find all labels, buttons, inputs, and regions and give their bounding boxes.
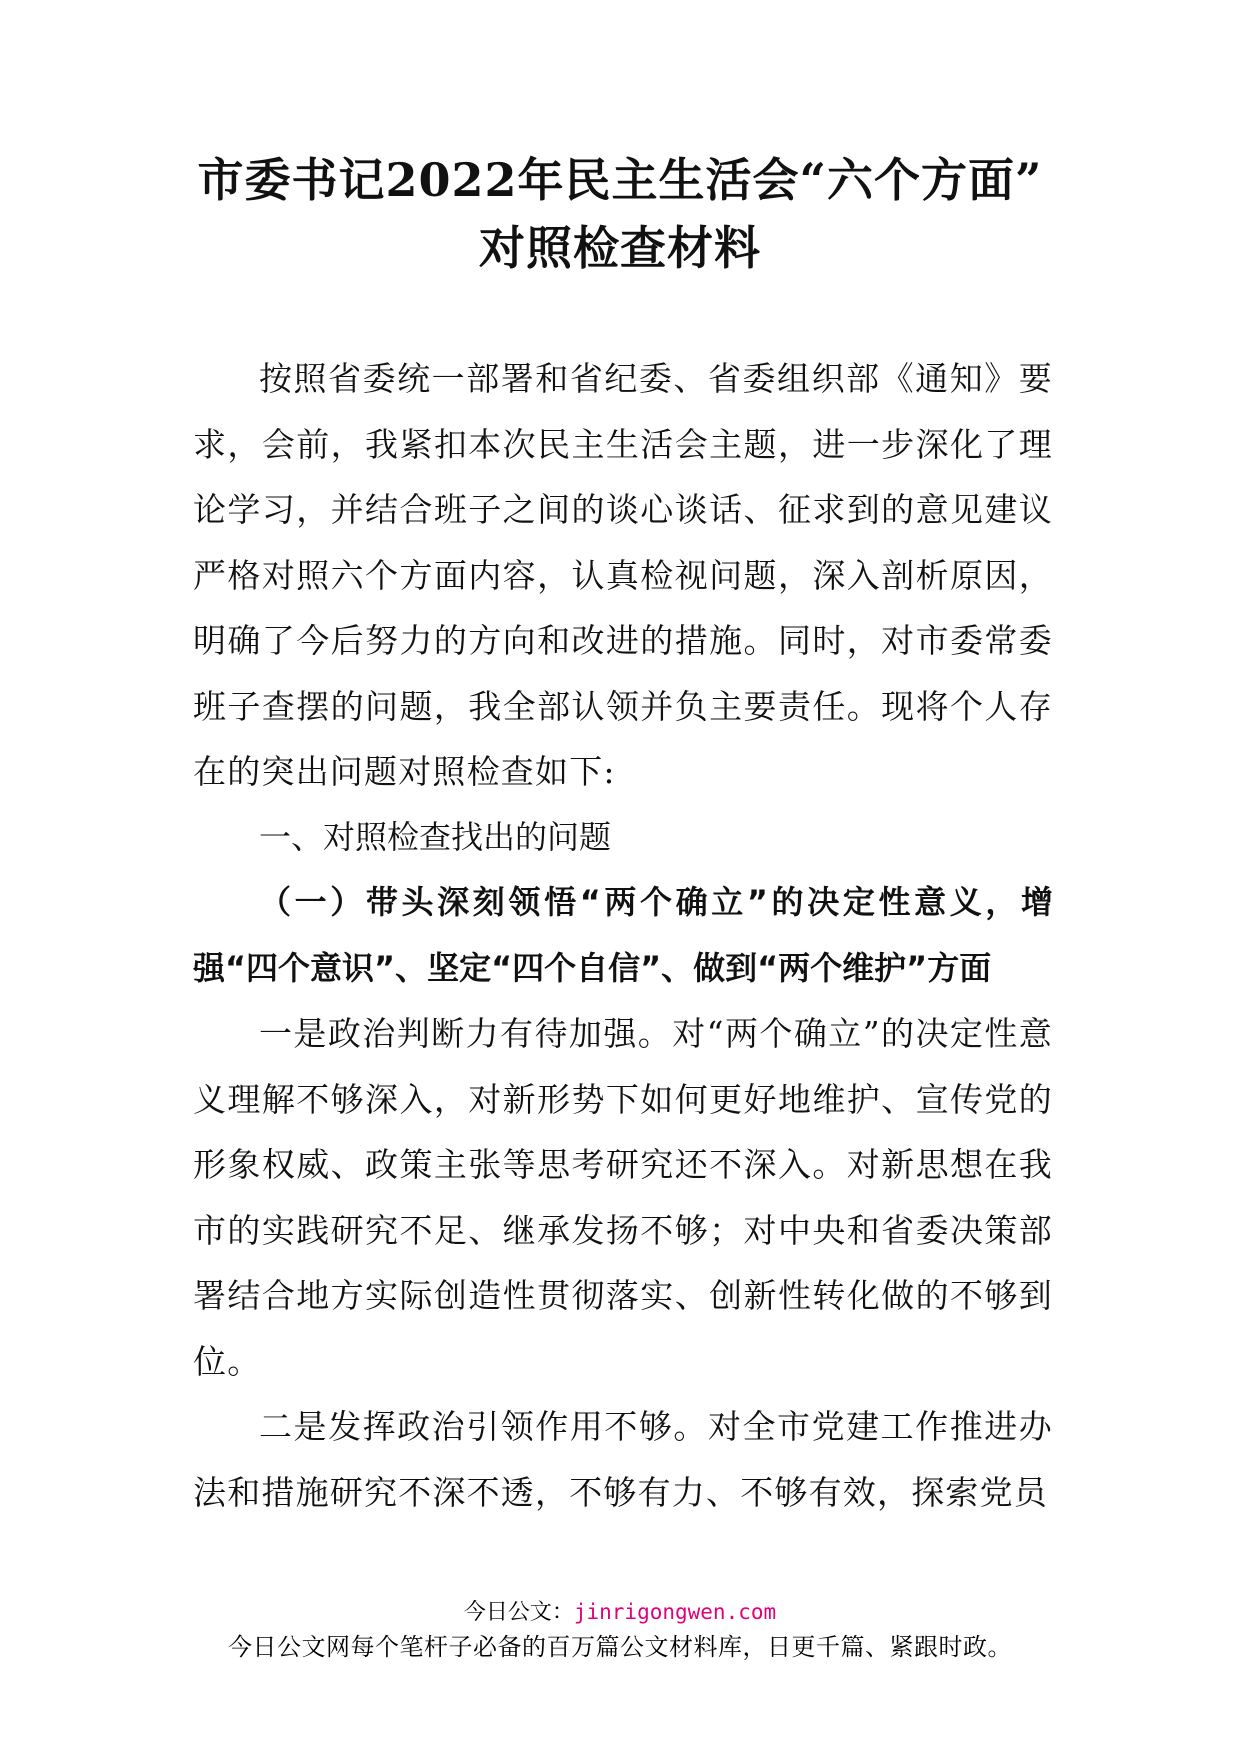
footer-source-line [0, 1597, 1240, 1628]
subsection-heading: （一）带头深刻领悟“两个确立”的决定性意义，增强“四个意识”、坚定“四个自信”、做到“两个维护”方面 [193, 883, 1053, 987]
intro-paragraph: 按照省委统一部署和省纪委、省委组织部《通知》要求，会前，我紧扣本次民主生活会主题，进一步深化了理论学习，并结合班子之间的谈心谈话、征求到的意见建议严格对照六个方面内容，认真检视问题，深入剖析原因，明确了今后努力的方向和改进的措施。同时，对市委常委班子查摆的问题，我全部认领并负主要责任。现将个人存在的突出问题对照检查如下: [193, 359, 1053, 791]
document-body [193, 346, 1053, 1525]
document-title-line2: 对照检查材料 [479, 221, 761, 275]
section-heading: 一、对照检查找出的问题 [259, 817, 612, 856]
document-title-line1: 市委书记2022年民主生活会“六个方面” [197, 153, 1043, 207]
footer-label: 今日公文： [463, 1600, 574, 1625]
point-paragraph-2: 二是发挥政治引领作用不够。对全市党建工作推进办法和措施研究不深不透，不够有力、不够有效，探索党员 [193, 1407, 1053, 1512]
point-paragraph-1: 一是政治判断力有待加强。对“两个确立”的决定性意义理解不够深入，对新形势下如何更好地维护、宣传党的形象权威、政策主张等思考研究还不深入。对新思想在我市的实践研究不足、继承发扬不够；对中央和省委决策部署结合地方实际创造性贯彻落实、创新性转化做的不够到位。 [193, 1014, 1053, 1381]
footer-site-link[interactable]: jinrigongwen.com [573, 1600, 777, 1624]
footer-slogan: 今日公文网每个笔杆子必备的百万篇公文材料库，日更千篇、紧跟时政。 [228, 1633, 1012, 1661]
